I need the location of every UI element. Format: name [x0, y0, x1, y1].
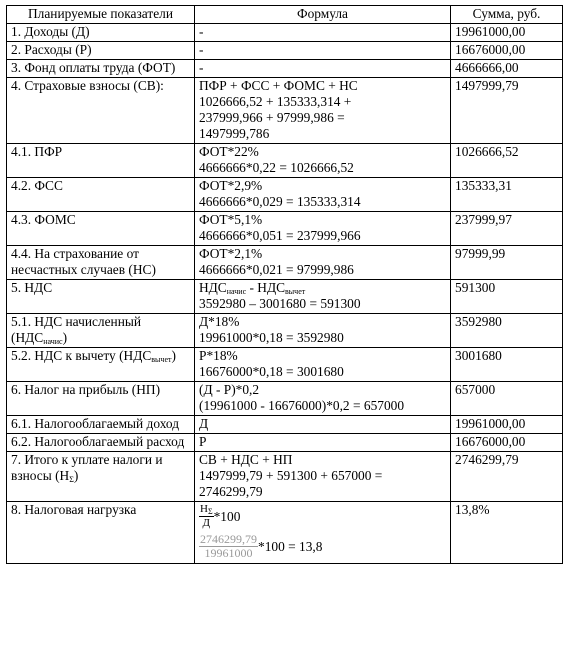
indicator-cell: 4. Страховые взносы (СВ):	[7, 78, 195, 144]
sum-cell: 1497999,79	[451, 78, 563, 144]
table-header-row	[7, 6, 563, 24]
sum-cell: 657000	[451, 382, 563, 416]
formula-cell: Д*18% 19961000*0,18 = 3592980	[195, 314, 451, 348]
table-row	[7, 24, 563, 42]
table-row	[7, 60, 563, 78]
tax-calculation-table	[6, 5, 563, 564]
indicator-cell: 7. Итого к уплате налоги и взносы $(Н_\Sigma)$	[7, 452, 195, 502]
indicator-cell: 4.4. На страхование от несчастных случаев (НС)	[7, 246, 195, 280]
fraction-numeric: $\frac{2746299,79}{19961000}$	[200, 532, 257, 560]
indicator-cell: 5.1. НДС начисленный $(НДС_{начис})$	[7, 314, 195, 348]
indicator-cell: 3. Фонд оплаты труда (ФОТ)	[7, 60, 195, 78]
vat-formula: $НДС_{начис} - НДС_{вычет}$	[199, 280, 306, 296]
formula-cell: СВ + НДС + НП 1497999,79 + 591300 + 657000 = 2746299,79	[195, 452, 451, 502]
table-row	[7, 382, 563, 416]
sum-cell: 2746299,79	[451, 452, 563, 502]
sum-cell: 1026666,52	[451, 144, 563, 178]
fraction-symbolic: $\frac{Н_\Sigma}{Д}$	[200, 503, 213, 529]
header-sum: Сумма, руб.	[451, 6, 563, 24]
indicator-cell: 5.2. НДС к вычету $(НДС_{вычет})$	[7, 348, 195, 382]
indicator-cell: 8. Налоговая нагрузка	[7, 502, 195, 564]
indicator-cell: 4.1. ПФР	[7, 144, 195, 178]
table-row	[7, 246, 563, 280]
sum-cell: 237999,97	[451, 212, 563, 246]
formula-cell: ПФР + ФСС + ФОМС + НС 1026666,52 + 135333,314 + 237999,966 + 97999,986 = 1497999,786	[195, 78, 451, 144]
indicator-cell: 6.1. Налогооблагаемый доход	[7, 416, 195, 434]
formula-cell: ФОТ*2,1% 4666666*0,021 = 97999,986	[195, 246, 451, 280]
indicator-cell: 4.2. ФСС	[7, 178, 195, 212]
table-row	[7, 78, 563, 144]
formula-cell: (Д - Р)*0,2 (19961000 - 16676000)*0,2 = 657000	[195, 382, 451, 416]
formula-cell: -	[195, 24, 451, 42]
table-row	[7, 348, 563, 382]
table-row	[7, 178, 563, 212]
table-row	[7, 280, 563, 314]
header-formula: Формула	[195, 6, 451, 24]
sum-cell: 591300	[451, 280, 563, 314]
sum-cell: 3001680	[451, 348, 563, 382]
table-row	[7, 42, 563, 60]
indicator-cell: 1. Доходы (Д)	[7, 24, 195, 42]
table-row	[7, 416, 563, 434]
table-row	[7, 434, 563, 452]
tax-burden-formula: $\frac{Н_\Sigma}{Д}$ *100	[200, 503, 241, 529]
indicator-cell: 6. Налог на прибыль (НП)	[7, 382, 195, 416]
table-row	[7, 502, 563, 564]
table-row	[7, 144, 563, 178]
formula-cell: Д	[195, 416, 451, 434]
sum-cell: 3592980	[451, 314, 563, 348]
formula-cell: ФОТ*5,1% 4666666*0,051 = 237999,966	[195, 212, 451, 246]
formula-cell: ФОТ*22% 4666666*0,22 = 1026666,52	[195, 144, 451, 178]
formula-cell	[195, 502, 451, 564]
header-indicators: Планируемые показатели	[7, 6, 195, 24]
indicator-cell: 2. Расходы (Р)	[7, 42, 195, 60]
formula-cell: Р*18% 16676000*0,18 = 3001680	[195, 348, 451, 382]
table-row	[7, 452, 563, 502]
sum-cell: 4666666,00	[451, 60, 563, 78]
formula-cell: -	[195, 60, 451, 78]
indicator-cell: 5. НДС	[7, 280, 195, 314]
sum-cell: 135333,31	[451, 178, 563, 212]
sum-cell: 16676000,00	[451, 42, 563, 60]
tax-burden-calculation: $\frac{2746299,79}{19961000}$ *100 = 13,8	[200, 532, 323, 560]
formula-cell: -	[195, 42, 451, 60]
sum-cell: 13,8%	[451, 502, 563, 564]
table-row	[7, 314, 563, 348]
indicator-cell: 6.2. Налогооблагаемый расход	[7, 434, 195, 452]
sum-cell: 19961000,00	[451, 416, 563, 434]
table-row	[7, 212, 563, 246]
indicator-cell: 4.3. ФОМС	[7, 212, 195, 246]
formula-cell: ФОТ*2,9% 4666666*0,029 = 135333,314	[195, 178, 451, 212]
sum-cell: 16676000,00	[451, 434, 563, 452]
sum-cell: 19961000,00	[451, 24, 563, 42]
formula-cell: $НДС_{начис} - НДС_{вычет}$ 3592980 – 3001680 = 591300	[195, 280, 451, 314]
sum-cell: 97999,99	[451, 246, 563, 280]
formula-cell: Р	[195, 434, 451, 452]
